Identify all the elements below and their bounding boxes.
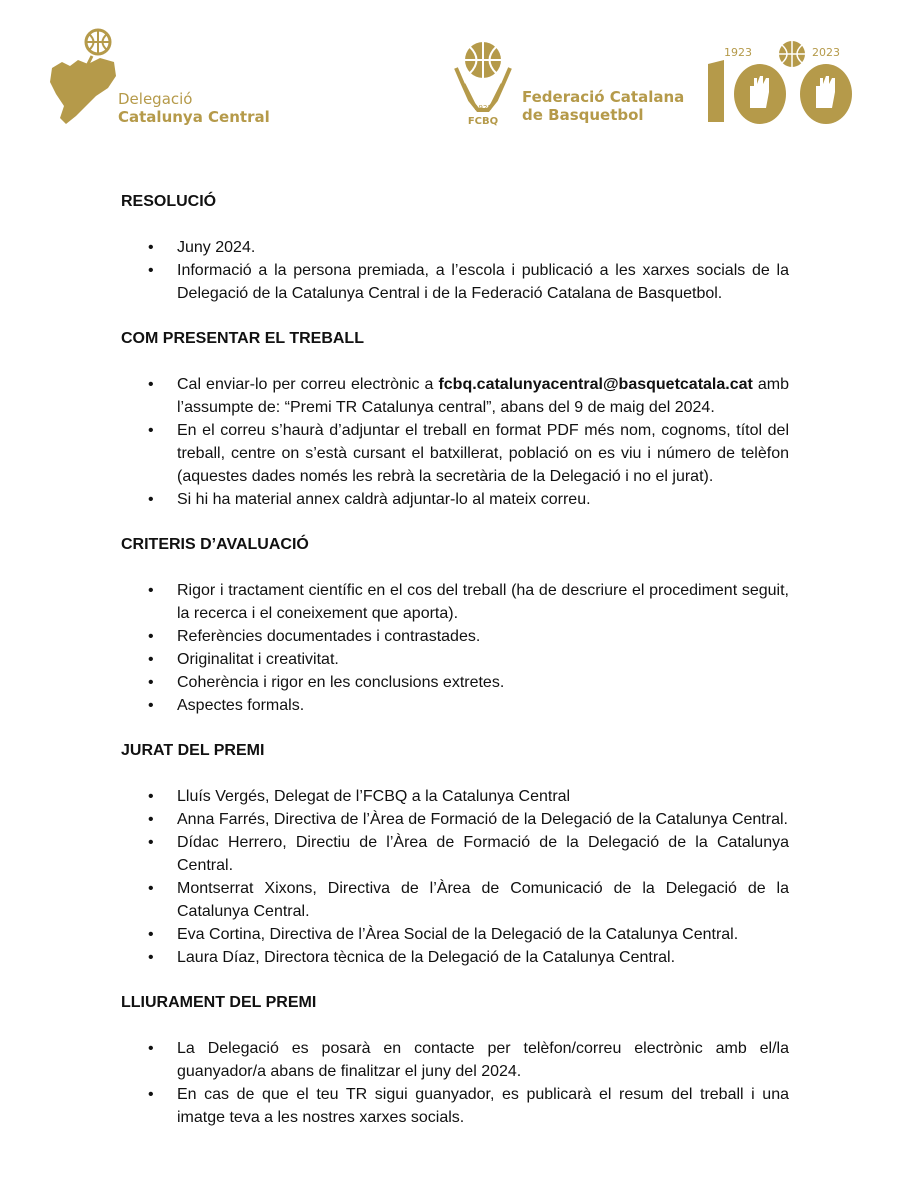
- delegacio-line1: Delegació: [118, 90, 193, 108]
- list-item: • Aspectes formals.: [121, 694, 789, 717]
- email-address[interactable]: fcbq.catalunyacentral@basquetcatala.cat: [438, 376, 753, 393]
- delegacio-logo-text: [118, 90, 270, 126]
- delegacio-logo: [48, 28, 278, 128]
- list-criteris: [121, 579, 789, 717]
- list-item: • Anna Farrés, Directiva de l’Àrea de Formació de la Delegació de la Catalunya Central.: [121, 808, 789, 831]
- section-title-resolucio: RESOLUCIÓ: [121, 193, 217, 210]
- list-item: • Laura Díaz, Directora tècnica de la Delegació de la Catalunya Central.: [121, 946, 789, 969]
- document-body: [121, 190, 789, 1129]
- list-resolucio: [121, 236, 789, 305]
- section-title-presentar: COM PRESENTAR EL TREBALL: [121, 330, 364, 347]
- section-title-criteris: CRITERIS D’AVALUACIÓ: [121, 536, 309, 553]
- fcbq-line1: Federació Catalana: [522, 88, 685, 106]
- anniversary-end-year: 2023: [812, 46, 840, 59]
- fcbq-logo: [450, 38, 690, 128]
- list-item: • Referències documentades i contrastades.: [121, 625, 789, 648]
- list-presentar: [121, 373, 789, 511]
- list-item: • Coherència i rigor en les conclusions extretes.: [121, 671, 789, 694]
- list-item: • En cas de que el teu TR sigui guanyador, es publicarà el resum del treball i una imatge teva a les nostres xarxes socials.: [121, 1083, 789, 1129]
- list-item: • La Delegació es posarà en contacte per telèfon/correu electrònic amb el/la guanyador/a abans de finalitzar el juny del 2024.: [121, 1037, 789, 1083]
- list-item: • Informació a la persona premiada, a l’escola i publicació a les xarxes socials de la Delegació de la Catalunya Central i de la Federació Catalana de Basquetbol.: [121, 259, 789, 305]
- list-jurat: [121, 785, 789, 969]
- section-title-lliurament: LLIURAMENT DEL PREMI: [121, 994, 317, 1011]
- list-item: • Si hi ha material annex caldrà adjuntar-lo al mateix correu.: [121, 488, 789, 511]
- email-prefix: Cal enviar-lo per correu electrònic a: [177, 376, 439, 393]
- list-item: • Montserrat Xixons, Directiva de l’Àrea de Comunicació de la Delegació de la Catalunya Central.: [121, 877, 789, 923]
- list-item: • Rigor i tractament científic en el cos del treball (ha de descriure el procediment seguit, la recerca i el coneixement que aporta).: [121, 579, 789, 625]
- fcbq-basket-icon: [450, 38, 516, 128]
- list-item: • Originalitat i creativitat.: [121, 648, 789, 671]
- fcbq-year: 1923: [474, 104, 492, 112]
- list-item: • Eva Cortina, Directiva de l’Àrea Social de la Delegació de la Catalunya Central.: [121, 923, 789, 946]
- page-header: [0, 0, 919, 150]
- fcbq-logo-text: [522, 88, 684, 124]
- centenary-logo: [694, 38, 859, 128]
- catalonia-map-icon: [48, 28, 118, 128]
- fcbq-line2: de Basquetbol: [522, 106, 644, 124]
- list-item: • En el correu s’haurà d’adjuntar el treball en format PDF més nom, cognoms, títol del treball, centre on s’està cursant el batxillerat, població on es viu i número de telèfon (aquestes dades només les rebrà la secretària de la Delegació i no el jurat).: [121, 419, 789, 488]
- fcbq-badge: FCBQ: [467, 116, 499, 127]
- anniversary-start-year: 1923: [724, 46, 752, 59]
- email-suffix: amb l’assumpte de: “Premi TR Catalunya central”, abans del 9 de maig del 2024.: [177, 376, 790, 416]
- list-item: • Dídac Herrero, Directiu de l’Àrea de Formació de la Delegació de la Catalunya Central.: [121, 831, 789, 877]
- section-title-jurat: JURAT DEL PREMI: [121, 742, 265, 759]
- delegacio-line2: Catalunya Central: [118, 108, 270, 126]
- list-item: • Lluís Vergés, Delegat de l’FCBQ a la Catalunya Central: [121, 785, 789, 808]
- list-item: • Juny 2024.: [121, 236, 789, 259]
- list-lliurament: [121, 1037, 789, 1129]
- list-item-email: [121, 373, 789, 419]
